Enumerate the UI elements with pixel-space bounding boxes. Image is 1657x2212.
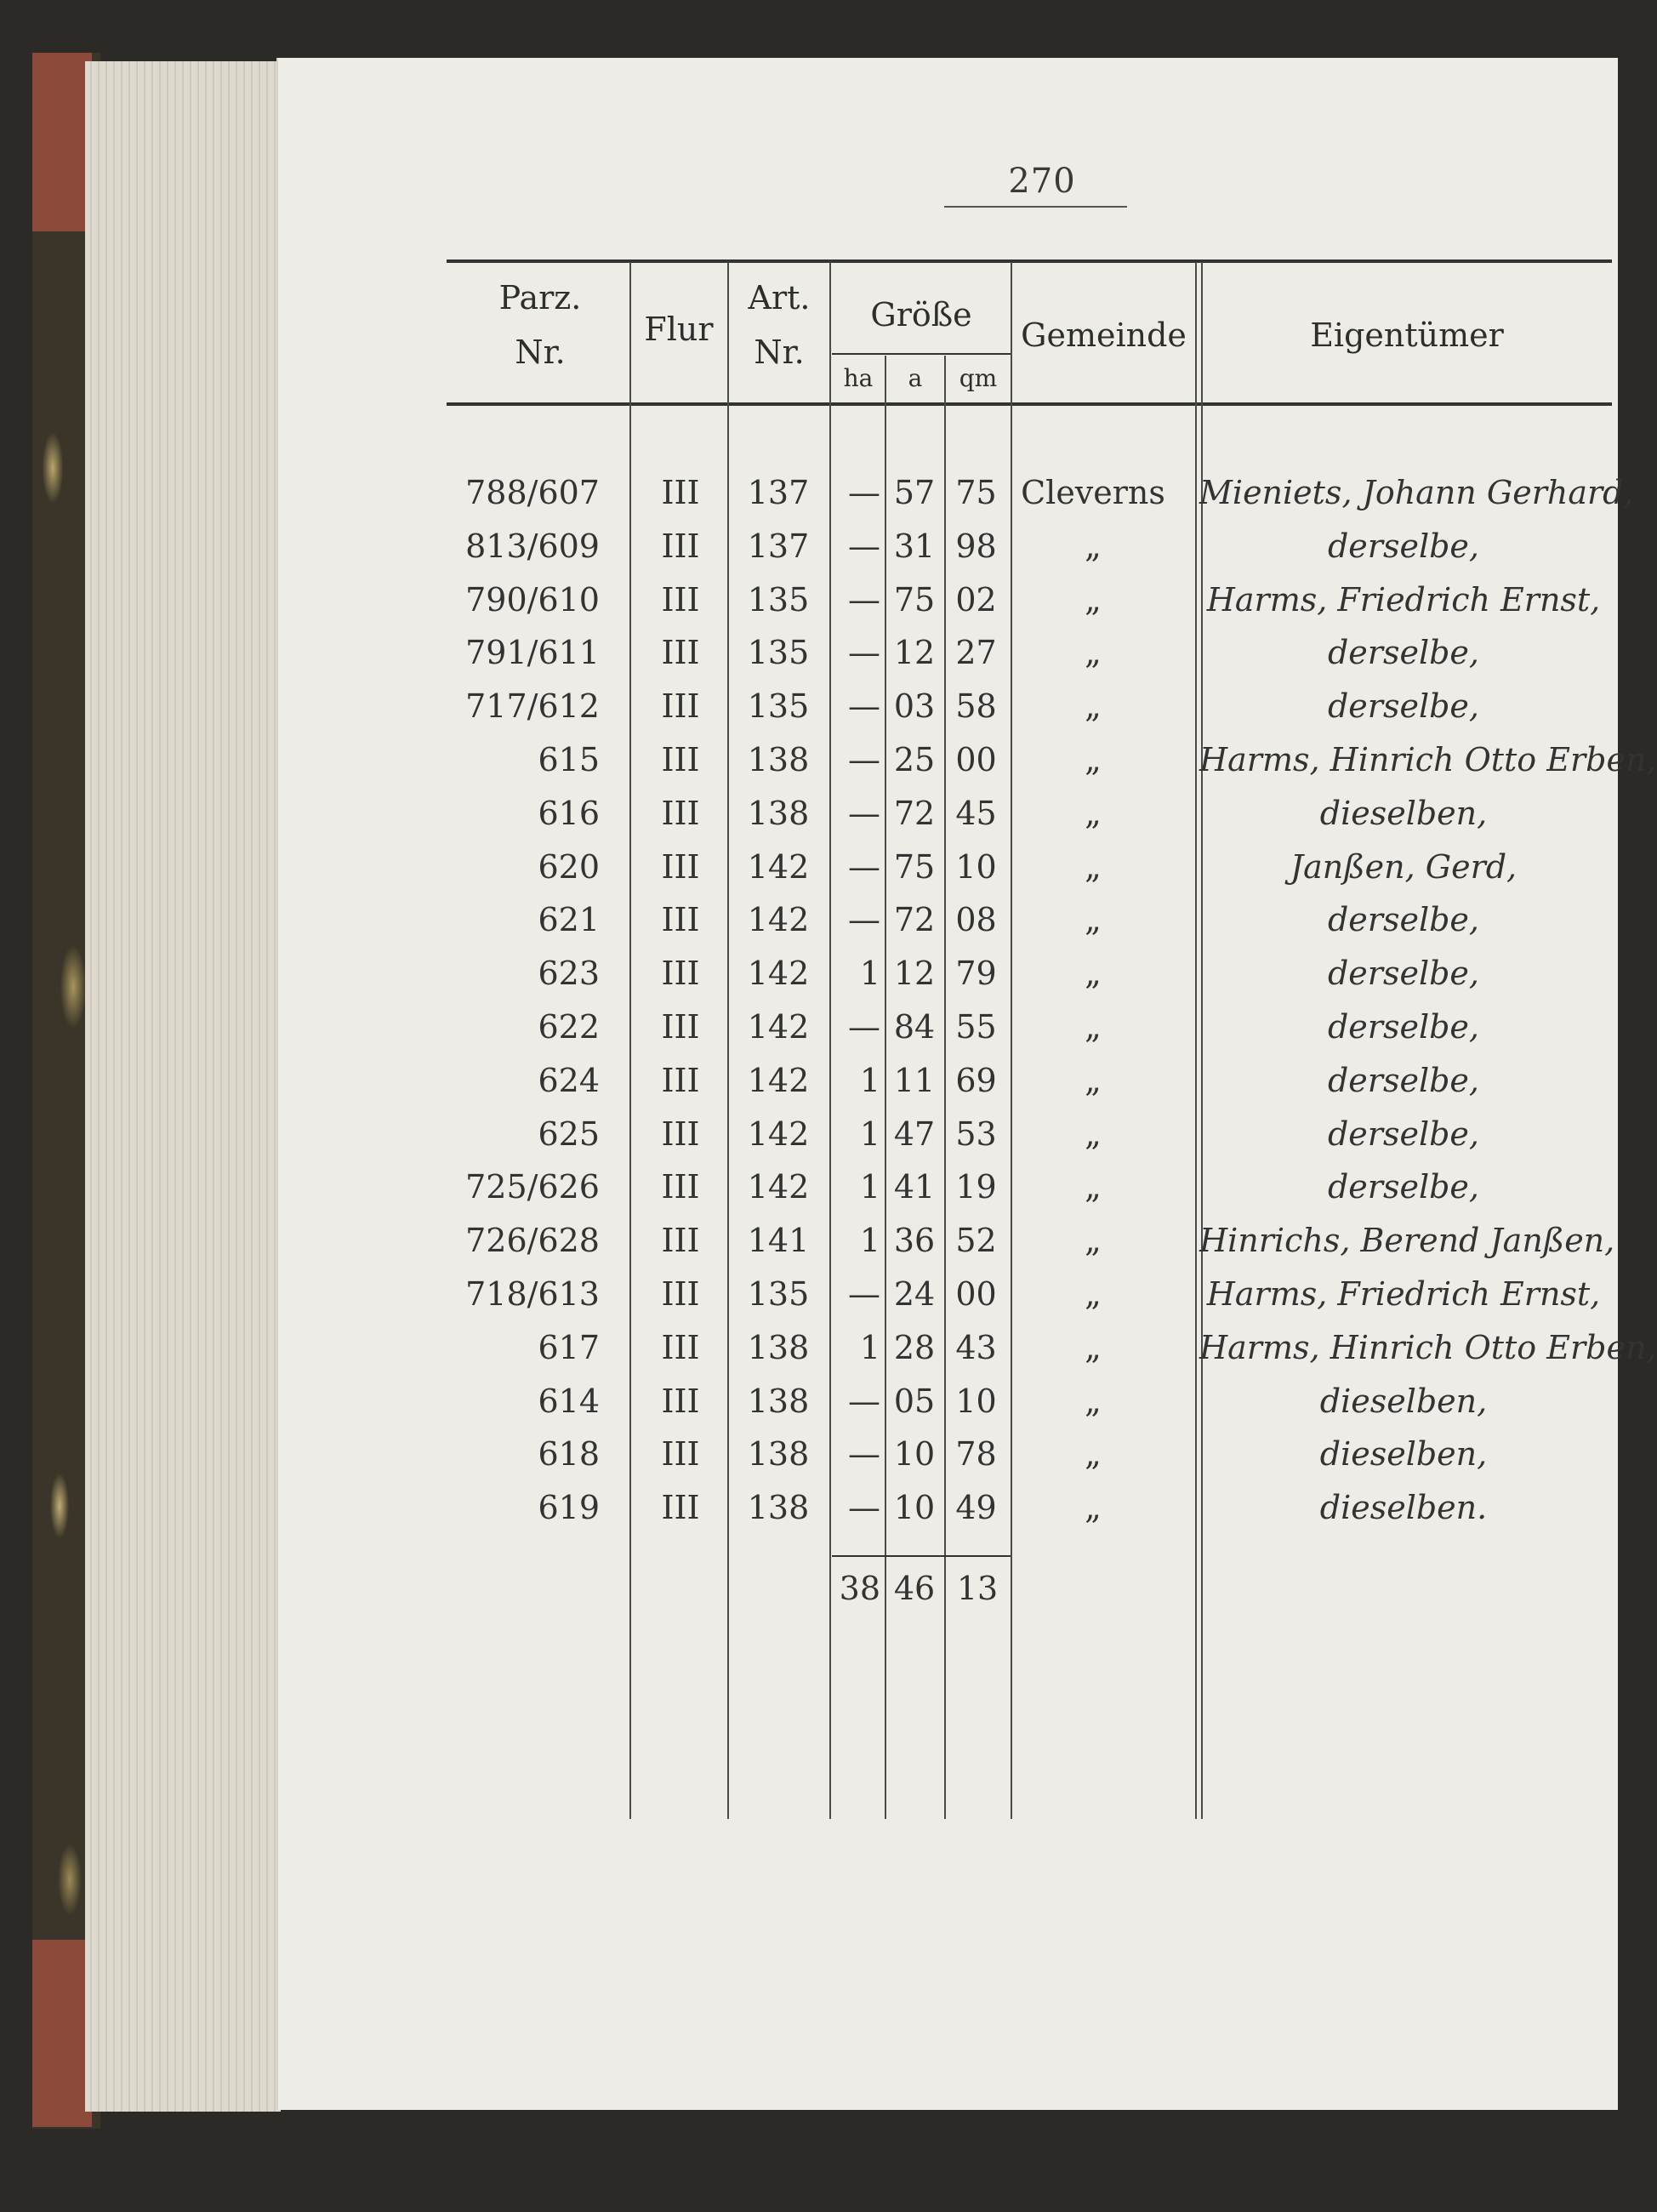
table-header-bottom-rule [447,402,1612,406]
cell-gemeinde: „ [1085,1168,1102,1206]
cell-gemeinde: „ [1085,1008,1102,1046]
page-edges [85,61,281,2112]
cell-groesse-ha: — [848,634,880,671]
cell-eigentuemer: derselbe, [1327,687,1479,725]
header-eigentuemer: Eigentümer [1310,316,1504,354]
cell-groesse-a: 75 [893,848,936,886]
cell-groesse-a: 10 [893,1489,936,1526]
cell-artikel-nr: 142 [747,1115,810,1153]
cell-parzellen-nr: 813/609 [465,527,600,565]
cell-parzellen-nr: 621 [538,901,600,938]
cell-eigentuemer: Mieniets, Johann Gerhard, [1199,474,1634,511]
cell-groesse-qm: 79 [955,955,997,992]
cell-groesse-qm: 02 [955,581,997,619]
cell-gemeinde: „ [1085,1062,1102,1099]
cell-groesse-a: 57 [893,474,936,511]
cell-eigentuemer: Harms, Hinrich Otto Erben, [1199,1329,1657,1366]
cell-groesse-a: 31 [893,527,936,565]
cell-groesse-ha: — [848,687,880,725]
book-spine-bottom [32,1940,92,2127]
cell-flur: III [661,1435,700,1473]
cell-groesse-ha: 1 [859,1062,880,1099]
cell-groesse-a: 28 [893,1329,936,1366]
cell-artikel-nr: 138 [747,1382,810,1420]
total-ha: 38 [839,1570,880,1607]
cell-parzellen-nr: 725/626 [465,1168,600,1206]
cell-groesse-a: 72 [893,901,936,938]
cell-gemeinde: „ [1085,1115,1102,1153]
cell-groesse-qm: 43 [955,1329,997,1366]
cell-parzellen-nr: 726/628 [465,1222,600,1259]
cell-parzellen-nr: 615 [538,741,600,778]
cell-groesse-ha: — [848,741,880,778]
cell-artikel-nr: 141 [747,1222,810,1259]
cell-artikel-nr: 142 [747,848,810,886]
cell-eigentuemer: dieselben, [1319,795,1488,832]
cell-groesse-ha: — [848,1489,880,1526]
cell-groesse-qm: 08 [955,901,997,938]
cell-groesse-qm: 27 [955,634,997,671]
cell-artikel-nr: 135 [747,1275,810,1313]
cell-groesse-qm: 58 [955,687,997,725]
cell-artikel-nr: 142 [747,1062,810,1099]
cell-eigentuemer: derselbe, [1327,1115,1479,1153]
cell-flur: III [661,687,700,725]
cell-flur: III [661,1062,700,1099]
cell-gemeinde: „ [1085,634,1102,671]
cell-gemeinde: „ [1085,741,1102,778]
header-ha: ha [843,364,874,392]
cell-groesse-a: 75 [893,581,936,619]
cell-parzellen-nr: 622 [538,1008,600,1046]
cell-groesse-qm: 53 [955,1115,997,1153]
cell-flur: III [661,741,700,778]
cell-groesse-ha: — [848,1275,880,1313]
cell-artikel-nr: 137 [747,474,810,511]
cell-groesse-a: 10 [893,1435,936,1473]
cell-groesse-ha: — [848,581,880,619]
cell-groesse-ha: — [848,1382,880,1420]
header-art-line2: Nr. [754,334,805,371]
cell-gemeinde: Cleverns [1021,474,1165,511]
cell-groesse-ha: 1 [859,955,880,992]
book-spine-top [32,53,92,231]
cell-parzellen-nr: 788/607 [465,474,600,511]
cell-flur: III [661,848,700,886]
cell-eigentuemer: Janßen, Gerd, [1290,848,1517,886]
cell-eigentuemer: dieselben. [1319,1489,1488,1526]
cell-gemeinde: „ [1085,687,1102,725]
cell-artikel-nr: 142 [747,1008,810,1046]
cell-groesse-qm: 10 [955,848,997,886]
cell-flur: III [661,955,700,992]
cell-gemeinde: „ [1085,901,1102,938]
cell-parzellen-nr: 790/610 [465,581,600,619]
cell-parzellen-nr: 791/611 [465,634,600,671]
cell-parzellen-nr: 614 [538,1382,600,1420]
cell-groesse-a: 25 [893,741,936,778]
cell-groesse-a: 24 [893,1275,936,1313]
cell-groesse-qm: 98 [955,527,997,565]
cell-eigentuemer: derselbe, [1327,901,1479,938]
cell-groesse-a: 05 [893,1382,936,1420]
cell-flur: III [661,1008,700,1046]
cell-groesse-ha: — [848,527,880,565]
cell-parzellen-nr: 625 [538,1115,600,1153]
cell-groesse-qm: 00 [955,1275,997,1313]
cell-parzellen-nr: 718/613 [465,1275,600,1313]
cell-groesse-ha: 1 [859,1115,880,1153]
cell-gemeinde: „ [1085,1382,1102,1420]
cell-parzellen-nr: 620 [538,848,600,886]
cell-artikel-nr: 135 [747,687,810,725]
header-parz-line2: Nr. [515,334,566,371]
cell-groesse-ha: — [848,795,880,832]
cell-flur: III [661,1329,700,1366]
cell-groesse-ha: — [848,901,880,938]
cell-groesse-a: 72 [893,795,936,832]
cell-groesse-ha: 1 [859,1222,880,1259]
cell-groesse-ha: 1 [859,1168,880,1206]
cell-groesse-qm: 52 [955,1222,997,1259]
cell-groesse-ha: — [848,1435,880,1473]
cell-gemeinde: „ [1085,581,1102,619]
cell-groesse-a: 84 [893,1008,936,1046]
cell-gemeinde: „ [1085,1222,1102,1259]
cell-gemeinde: „ [1085,1435,1102,1473]
cell-eigentuemer: Harms, Friedrich Ernst, [1206,1275,1601,1313]
col-divider-gem-eig-1 [1195,262,1197,1819]
sum-rule [832,1555,1011,1557]
cell-eigentuemer: derselbe, [1327,527,1479,565]
cell-parzellen-nr: 616 [538,795,600,832]
cell-eigentuemer: Harms, Friedrich Ernst, [1206,581,1601,619]
cell-groesse-a: 36 [893,1222,936,1259]
header-flur: Flur [644,311,714,348]
cell-groesse-qm: 75 [955,474,997,511]
cell-groesse-qm: 00 [955,741,997,778]
cell-eigentuemer: Hinrichs, Berend Janßen, [1199,1222,1615,1259]
cell-gemeinde: „ [1085,848,1102,886]
cell-flur: III [661,634,700,671]
header-parz-line1: Parz. [498,279,582,316]
cell-artikel-nr: 138 [747,1489,810,1526]
header-gemeinde: Gemeinde [1021,316,1187,354]
cell-parzellen-nr: 618 [538,1435,600,1473]
cell-groesse-qm: 19 [955,1168,997,1206]
col-divider-qm-gem [1011,262,1012,1819]
cell-gemeinde: „ [1085,1329,1102,1366]
cell-artikel-nr: 135 [747,581,810,619]
page-number-rule [944,206,1127,208]
cell-parzellen-nr: 617 [538,1329,600,1366]
cell-artikel-nr: 142 [747,901,810,938]
cell-groesse-qm: 55 [955,1008,997,1046]
cell-artikel-nr: 137 [747,527,810,565]
total-qm: 13 [956,1570,999,1607]
cell-groesse-qm: 49 [955,1489,997,1526]
cell-groesse-ha: — [848,848,880,886]
table-top-rule [447,259,1612,263]
cell-groesse-ha: 1 [859,1329,880,1366]
total-a: 46 [893,1570,936,1607]
cell-groesse-a: 11 [893,1062,936,1099]
cell-flur: III [661,795,700,832]
cell-artikel-nr: 138 [747,1435,810,1473]
cell-gemeinde: „ [1085,955,1102,992]
cell-flur: III [661,1168,700,1206]
cell-artikel-nr: 142 [747,955,810,992]
cell-parzellen-nr: 624 [538,1062,600,1099]
cell-artikel-nr: 138 [747,1329,810,1366]
cell-eigentuemer: derselbe, [1327,1062,1479,1099]
cell-flur: III [661,1275,700,1313]
cell-eigentuemer: derselbe, [1327,634,1479,671]
cell-eigentuemer: derselbe, [1327,1168,1479,1206]
cell-flur: III [661,1382,700,1420]
cell-groesse-a: 47 [893,1115,936,1153]
cell-gemeinde: „ [1085,1489,1102,1526]
cell-groesse-qm: 78 [955,1435,997,1473]
cell-groesse-ha: — [848,474,880,511]
cell-flur: III [661,901,700,938]
cell-flur: III [661,581,700,619]
cell-gemeinde: „ [1085,1275,1102,1313]
cell-parzellen-nr: 623 [538,955,600,992]
cell-flur: III [661,1115,700,1153]
header-groesse: Größe [870,296,972,334]
cell-eigentuemer: dieselben, [1319,1435,1488,1473]
cell-gemeinde: „ [1085,795,1102,832]
cell-gemeinde: „ [1085,527,1102,565]
cell-groesse-a: 12 [893,955,936,992]
groesse-subrule [832,353,1011,355]
cell-flur: III [661,1489,700,1526]
cell-eigentuemer: dieselben, [1319,1382,1488,1420]
cell-flur: III [661,1222,700,1259]
cell-artikel-nr: 138 [747,741,810,778]
cell-groesse-a: 03 [893,687,936,725]
cell-groesse-qm: 69 [955,1062,997,1099]
cell-eigentuemer: derselbe, [1327,1008,1479,1046]
page-number: 270 [1008,162,1076,201]
cell-groesse-qm: 45 [955,795,997,832]
header-a: a [908,364,923,392]
cell-parzellen-nr: 619 [538,1489,600,1526]
cell-artikel-nr: 138 [747,795,810,832]
cell-parzellen-nr: 717/612 [465,687,600,725]
cell-flur: III [661,474,700,511]
cell-groesse-ha: — [848,1008,880,1046]
cell-flur: III [661,527,700,565]
header-qm: qm [959,364,998,392]
cell-artikel-nr: 142 [747,1168,810,1206]
header-art-line1: Art. [748,279,811,316]
cell-groesse-qm: 10 [955,1382,997,1420]
cell-artikel-nr: 135 [747,634,810,671]
cell-eigentuemer: Harms, Hinrich Otto Erben, [1199,741,1657,778]
cell-groesse-a: 12 [893,634,936,671]
cell-groesse-a: 41 [893,1168,936,1206]
cell-eigentuemer: derselbe, [1327,955,1479,992]
